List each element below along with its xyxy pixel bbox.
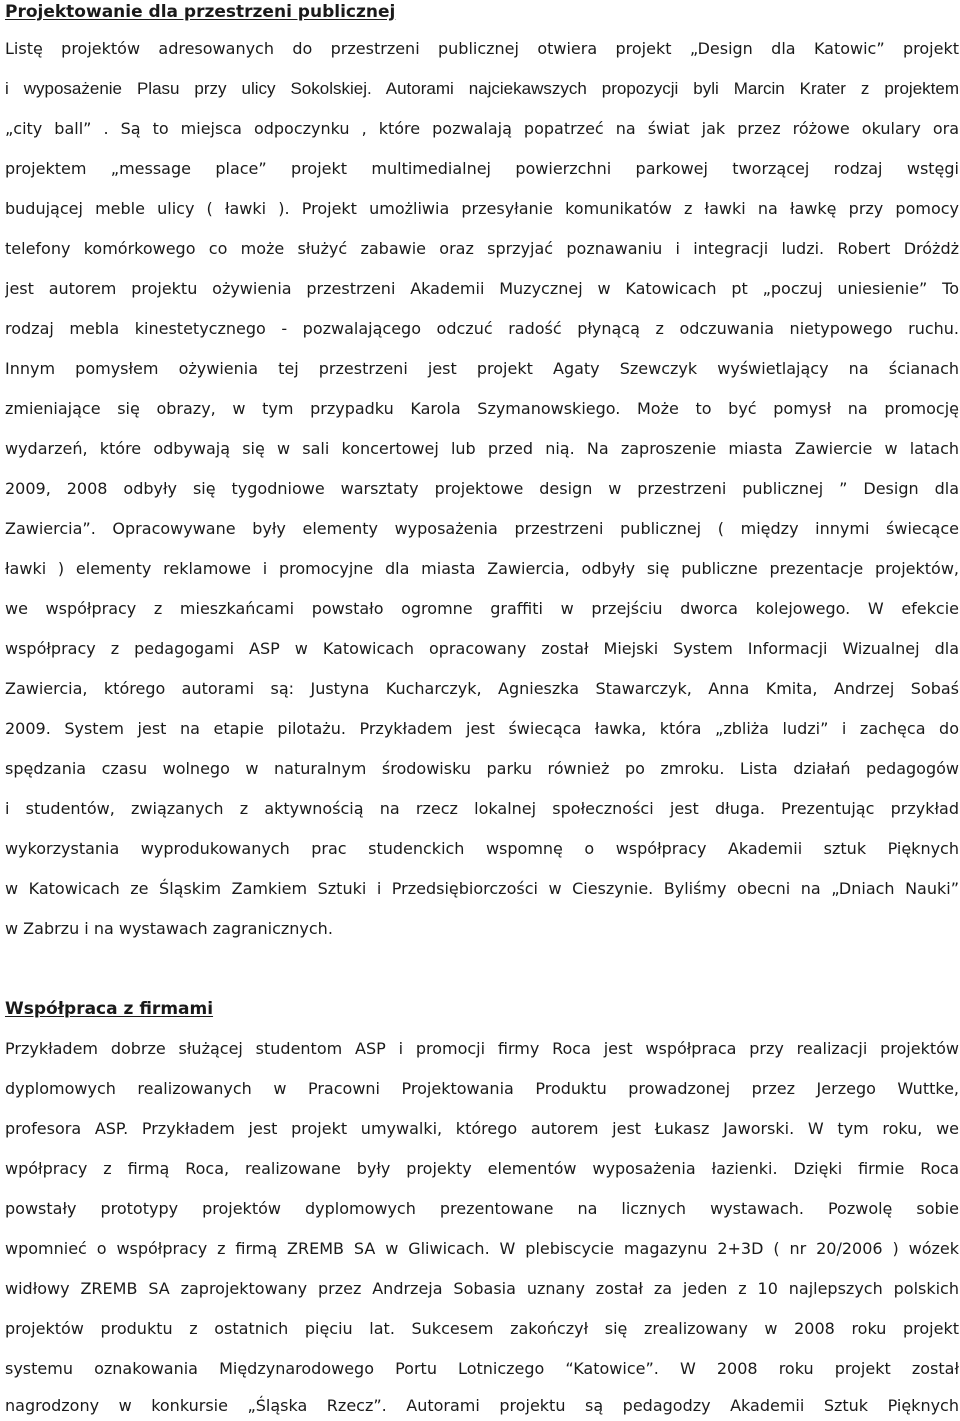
text-line: projektem „message place” projekt multimedialnej powierzchni parkowej tworzącej rodzaj wstęgi — [5, 159, 959, 178]
text-line: ławki ) elementy reklamowe i promocyjne dla miasta Zawiercia, odbyły się publiczne prezentacje projektów, — [5, 559, 959, 578]
text-line: powstały prototypy projektów dyplomowych prezentowane na licznych wystawach. Pozwolę sobie — [5, 1199, 959, 1218]
text-line: nagrodzony w konkursie „Śląska Rzecz”. Autorami projektu są pedagodzy Akademii Sztuk Pięknych — [5, 1396, 959, 1415]
text-line: 2009. System jest na etapie pilotażu. Przykładem jest świecąca ławka, która „zbliża ludzi” i zachęca do — [5, 719, 959, 738]
text-line: wydarzeń, które odbywają się w sali koncertowej lub przed nią. Na zaproszenie miasta Zawiercie w latach — [5, 439, 959, 458]
text-line: spędzania czasu wolnego w naturalnym środowisku parku również po zmroku. Lista działań pedagogów — [5, 759, 959, 778]
text-line: wykorzystania wyprodukowanych prac studenckich wspomnę o współpracy Akademii sztuk Pięknych — [5, 839, 959, 858]
text-line: w Katowicach ze Śląskim Zamkiem Sztuki i Przedsiębiorczości w Cieszynie. Byliśmy obecni na „Dniach Nauki” — [5, 879, 959, 898]
text-line: i wyposażenie Plasu przy ulicy Sokolskiej. Autorami najciekawszych propozycji byli Marcin Krater z projektem — [5, 79, 959, 98]
text-line: widłowy ZREMB SA zaprojektowany przez Andrzeja Sobasia uznany został za jeden z 10 najlepszych polskich — [5, 1279, 959, 1298]
text-line: budującej meble ulicy ( ławki ). Projekt umożliwia przesyłanie komunikatów z ławki na ławkę przy pomocy — [5, 199, 959, 218]
text-line: we współpracy z mieszkańcami powstało ogromne graffiti w przejściu dworca kolejowego. W efekcie — [5, 599, 959, 618]
text-line: wpomnieć o współpracy z firmą ZREMB SA w Gliwicach. W plebiscycie magazynu 2+3D ( nr 20/2006 ) wózek — [5, 1239, 959, 1258]
text-line: zmieniające się obrazy, w tym przypadku Karola Szymanowskiego. Może to być pomysł na promocję — [5, 399, 959, 418]
text-line: systemu oznakowania Międzynarodowego Portu Lotniczego “Katowice”. W 2008 roku projekt został — [5, 1359, 959, 1378]
text-line: i studentów, związanych z aktywnością na rzecz lokalnej społeczności jest długa. Prezentując przykład — [5, 799, 959, 818]
text-line: wpółpracy z firmą Roca, realizowane były projekty elementów wyposażenia łazienki. Dzięki firmie Roca — [5, 1159, 959, 1178]
text-line: Zawiercia”. Opracowywane były elementy wyposażenia przestrzeni publicznej ( między innymi świecące — [5, 519, 959, 538]
text-line: projektów produktu z ostatnich pięciu lat. Sukcesem zakończył się zrealizowany w 2008 roku projekt — [5, 1319, 959, 1338]
text-line: jest autorem projektu ożywienia przestrzeni Akademii Muzycznej w Katowicach pt „poczuj uniesienie” To — [5, 279, 959, 298]
section-title-public-space: Projektowanie dla przestrzeni publicznej — [5, 2, 396, 22]
text-line: dyplomowych realizowanych w Pracowni Projektowania Produktu prowadzonej przez Jerzego Wuttke, — [5, 1079, 959, 1098]
text-line: Przykładem dobrze służącej studentom ASP i promocji firmy Roca jest współpraca przy realizacji projektów — [5, 1039, 959, 1058]
text-line: „city ball” . Są to miejsca odpoczynku , które pozwalają popatrzeć na świat jak przez różowe okulary ora — [5, 119, 959, 138]
text-line: współpracy z pedagogami ASP w Katowicach opracowany został Miejski System Informacji Wizualnej dla — [5, 639, 959, 658]
text-line: 2009, 2008 odbyły się tygodniowe warsztaty projektowe design w przestrzeni publicznej ” Design dla — [5, 479, 959, 498]
text-line: rodzaj mebla kinestetycznego - pozwalającego odczuć radość płynącą z odczuwania nietypowego ruchu. — [5, 319, 959, 338]
text-line: Zawiercia, którego autorami są: Justyna Kucharczyk, Agnieszka Stawarczyk, Anna Kmita, Andrzej Sobaś — [5, 679, 959, 698]
section-title-companies: Współpraca z firmami — [5, 999, 214, 1019]
text-line: Innym pomysłem ożywienia tej przestrzeni jest projekt Agaty Szewczyk wyświetlający na ścianach — [5, 359, 959, 378]
text-line: telefony komórkowego co może służyć zabawie oraz sprzyjać poznawaniu i integracji ludzi. Robert Dróżdż — [5, 239, 959, 258]
text-line: profesora ASP. Przykładem jest projekt umywalki, którego autorem jest Łukasz Jaworski. W tym roku, we — [5, 1119, 959, 1138]
text-line: Listę projektów adresowanych do przestrzeni publicznej otwiera projekt „Design dla Katowic” projekt — [5, 39, 959, 58]
text-line: w Zabrzu i na wystawach zagranicznych. — [5, 919, 333, 938]
